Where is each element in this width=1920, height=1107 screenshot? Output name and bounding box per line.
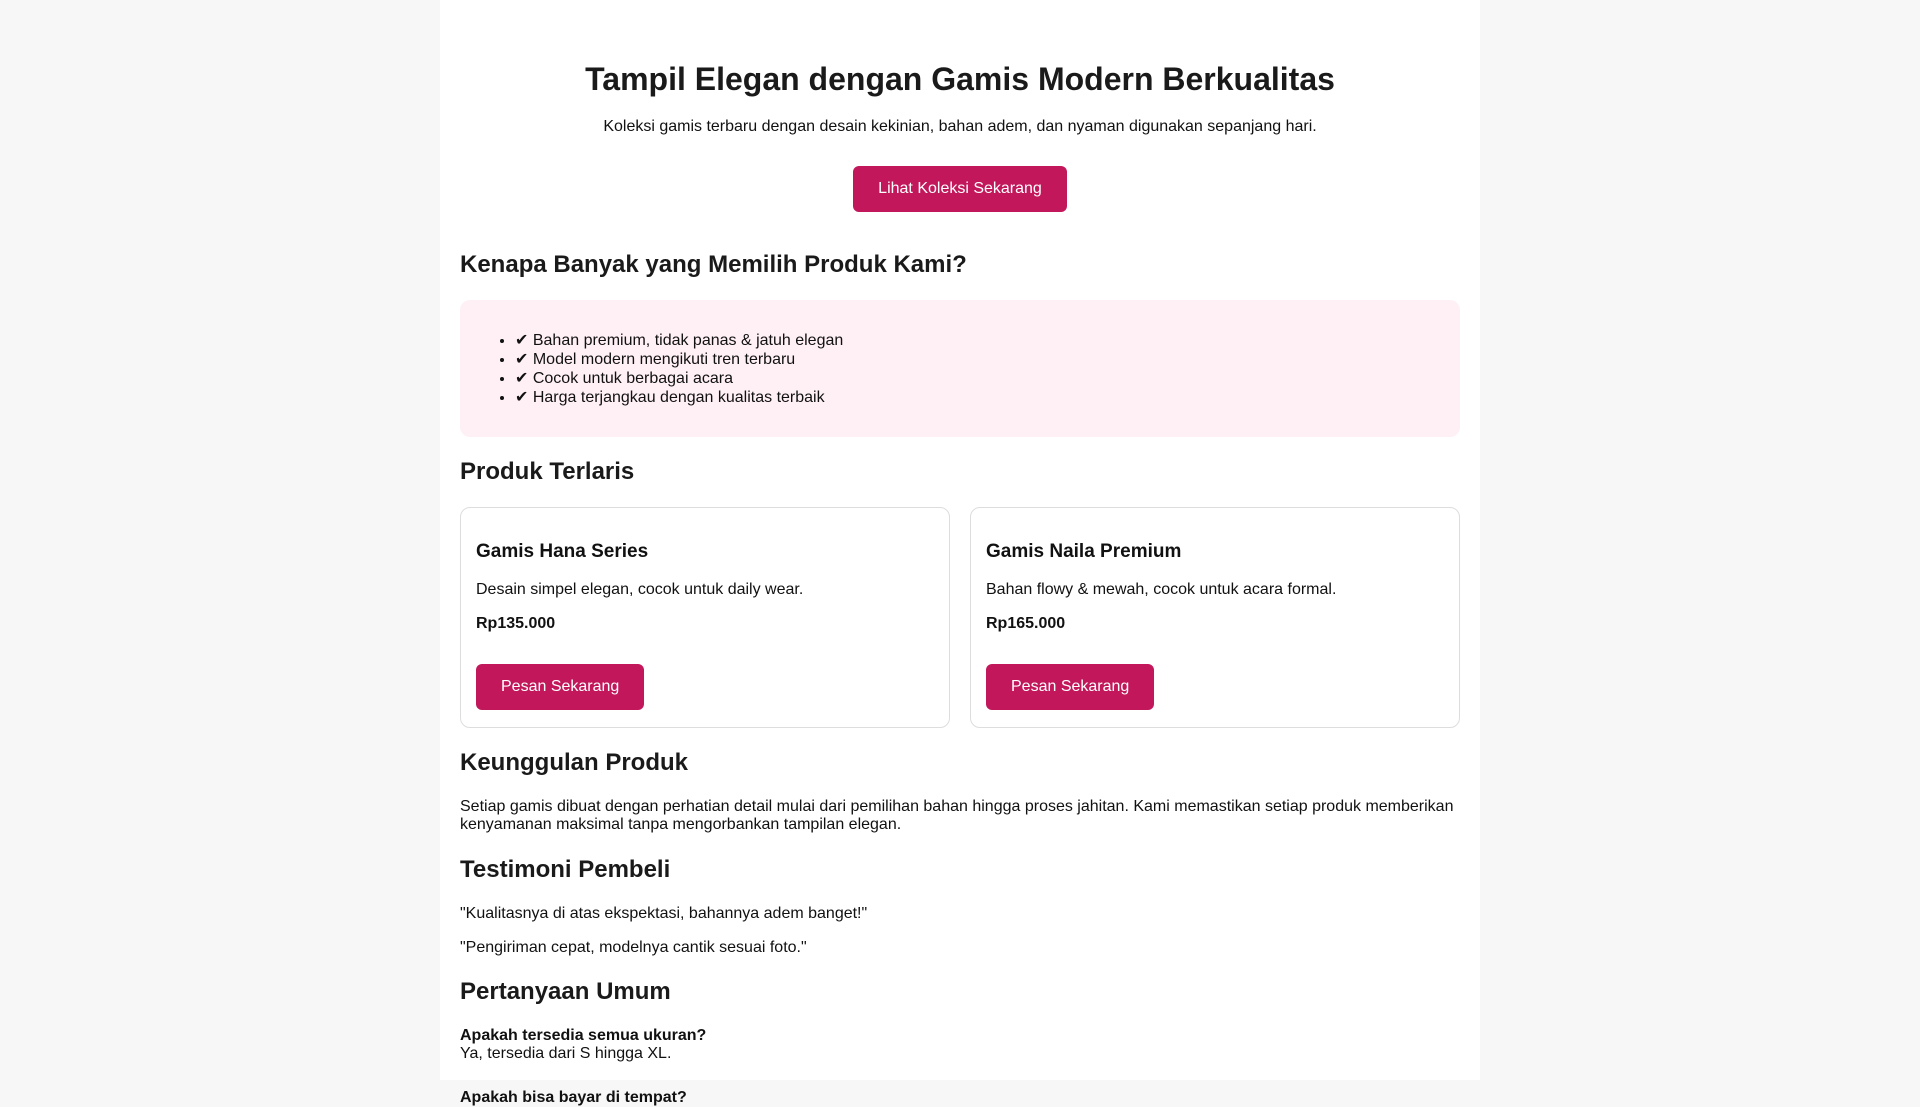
advantages-text: Setiap gamis dibuat dengan perhatian detail mulai dari pemilihan bahan hingga proses jahitan. Kami memastikan setiap produk memberikan kenyamanan maksimal tanpa mengorbankan tampilan elegan. — [460, 798, 1454, 833]
why-item: • ✔ Bahan premium, tidak panas & jatuh elegan — [515, 331, 1440, 350]
product-description: Bahan flowy & mewah, cocok untuk acara formal. — [986, 581, 1337, 598]
product-card-hana — [460, 507, 950, 728]
faq-item — [460, 1089, 1460, 1107]
why-title: Kenapa Banyak yang Memilih Produk Kami? — [460, 251, 967, 278]
page-container — [440, 0, 1480, 1106]
product-price: Rp165.000 — [986, 615, 1066, 632]
faq-question: Apakah tersedia semua ukuran? — [460, 1027, 707, 1044]
hero-title: Tampil Elegan dengan Gamis Modern Berkualitas — [585, 61, 1335, 97]
product-card-naila — [970, 507, 1460, 728]
faq-question: Apakah bisa bayar di tempat? — [460, 1089, 687, 1106]
why-list — [480, 331, 1440, 407]
hero-section — [460, 0, 1460, 212]
hero-subtitle: Koleksi gamis terbaru dengan desain kekinian, bahan adem, dan nyaman digunakan sepanjang hari. — [603, 118, 1317, 135]
why-item: • ✔ Cocok untuk berbagai acara — [515, 369, 1440, 388]
why-box — [460, 300, 1460, 437]
content-wrapper — [440, 0, 1480, 1107]
faq-title: Pertanyaan Umum — [460, 978, 671, 1005]
testimonial-item: "Kualitasnya di atas ekspektasi, bahannya adem banget!" — [460, 905, 868, 922]
products-title: Produk Terlaris — [460, 458, 635, 485]
product-price: Rp135.000 — [476, 615, 556, 632]
product-name: Gamis Naila Premium — [986, 541, 1182, 562]
testimonials-title: Testimoni Pembeli — [460, 856, 671, 883]
product-grid — [460, 507, 1460, 728]
why-item: • ✔ Model modern mengikuti tren terbaru — [515, 350, 1440, 369]
view-collection-button[interactable]: Lihat Koleksi Sekarang — [853, 166, 1067, 212]
testimonial-item: "Pengiriman cepat, modelnya cantik sesuai foto." — [460, 939, 807, 956]
why-item: • ✔ Harga terjangkau dengan kualitas terbaik — [515, 388, 1440, 407]
product-name: Gamis Hana Series — [476, 541, 649, 562]
order-button-naila[interactable]: Pesan Sekarang — [986, 664, 1154, 710]
product-description: Desain simpel elegan, cocok untuk daily wear. — [476, 581, 804, 598]
advantages-title: Keunggulan Produk — [460, 749, 688, 776]
faq-answer: Ya, tersedia dari S hingga XL. — [460, 1045, 672, 1062]
order-button-hana[interactable]: Pesan Sekarang — [476, 664, 644, 710]
faq-item — [460, 1027, 1460, 1063]
